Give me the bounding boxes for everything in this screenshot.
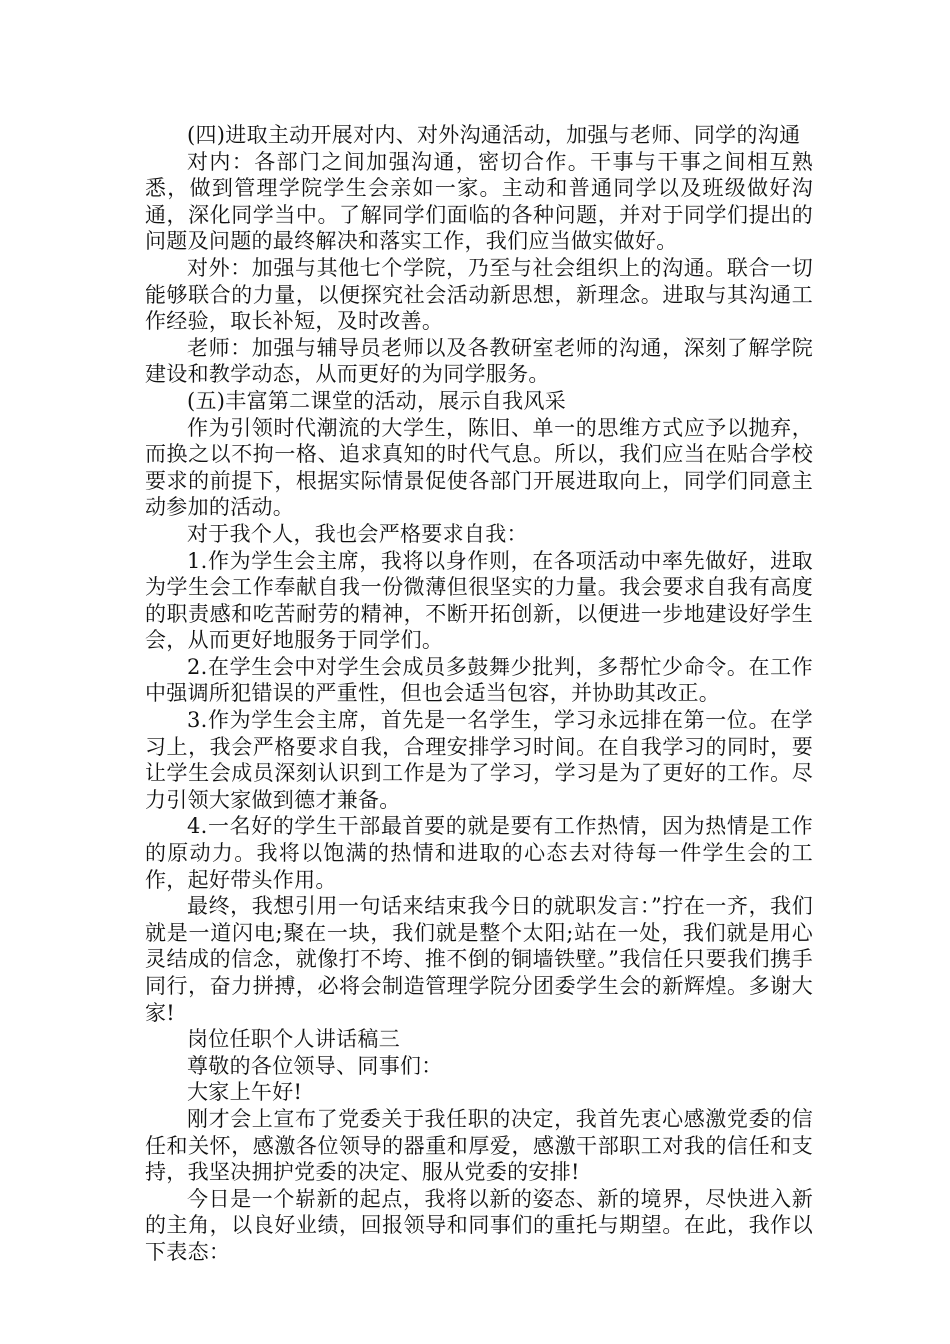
paragraph-teachers: 老师：加强与辅导员老师以及各教研室老师的沟通，深刻了解学院建设和教学动态，从而更好的为同学服务。 <box>145 335 813 387</box>
list-item-2: 2.在学生会中对学生会成员多鼓舞少批判，多帮忙少命令。在工作中强调所犯错误的严重性，但也会适当包容，并协助其改正。 <box>145 654 813 706</box>
speech-title: 岗位任职个人讲话稿三 <box>187 1027 400 1052</box>
paragraph-activities: 作为引领时代潮流的大学生，陈旧、单一的思维方式应予以抛弃，而换之以不拘一格、追求真知的时代气息。所以，我们应当在贴合学校要求的前提下，根据实际情景促使各部门开展进取向上，同学们同意主动参加的活动。 <box>145 415 813 520</box>
paragraph-external: 对外：加强与其他七个学院，乃至与社会组织上的沟通。联合一切能够联合的力量，以便探究社会活动新思想，新理念。进取与其沟通工作经验，取长补短，及时改善。 <box>145 255 813 334</box>
paragraph-personal-intro: 对于我个人，我也会严格要求自我： <box>187 521 528 546</box>
greeting: 大家上午好! <box>187 1080 303 1105</box>
paragraph-thanks: 刚才会上宣布了党委关于我任职的决定，我首先衷心感激党委的信任和关怀，感激各位领导的器重和厚爱，感激干部职工对我的信任和支持，我坚决拥护党委的决定、服从党委的安排! <box>145 1106 813 1185</box>
paragraph-statement: 今日是一个崭新的起点，我将以新的姿态、新的境界，尽快进入新的主角，以良好业绩，回报领导和同事们的重托与期望。在此，我作以下表态： <box>145 1186 813 1264</box>
section-heading-4: (四)进取主动开展对内、对外沟通活动，加强与老师、同学的沟通 <box>187 123 801 147</box>
list-item-1: 1.作为学生会主席，我将以身作则，在各项活动中率先做好，进取为学生会工作奉献自我一份微薄但很坚实的力量。我会要求自我有高度的职责感和吃苦耐劳的精神，不断开拓创新，以便进一步地建设好学生会，从而更好地服务于同学们。 <box>145 548 813 653</box>
salutation: 尊敬的各位领导、同事们： <box>187 1053 443 1078</box>
document-body <box>145 122 813 1266</box>
paragraph-internal: 对内：各部门之间加强沟通，密切合作。干事与干事之间相互熟悉，做到管理学院学生会亲如一家。主动和普通同学以及班级做好沟通，深化同学当中。了解同学们面临的各种问题，并对于同学们提出的问题及问题的最终解决和落实工作，我们应当做实做好。 <box>145 149 813 254</box>
list-item-4: 4.一名好的学生干部最首要的就是要有工作热情，因为热情是工作的原动力。我将以饱满的热情和进取的心态去对待每一件学生会的工作，起好带头作用。 <box>145 814 813 892</box>
section-heading-5: (五)丰富第二课堂的活动，展示自我风采 <box>187 388 567 413</box>
paragraph-closing: 最终，我想引用一句话来结束我今日的就职发言：”拧在一齐，我们就是一道闪电;聚在一块，我们就是整个太阳;站在一处，我们就是用心灵结成的信念，就像打不垮、推不倒的铜墙铁壁。”我信任只要我们携手同行，奋力拼搏，必将会制造管理学院分团委学生会的新辉煌。多谢大家! <box>145 894 813 1025</box>
list-item-3: 3.作为学生会主席，首先是一名学生，学习永远排在第一位。在学习上，我会严格要求自我，合理安排学习时间。在自我学习的同时，要让学生会成员深刻认识到工作是为了学习，学习是为了更好的工作。尽力引领大家做到德才兼备。 <box>145 708 813 812</box>
